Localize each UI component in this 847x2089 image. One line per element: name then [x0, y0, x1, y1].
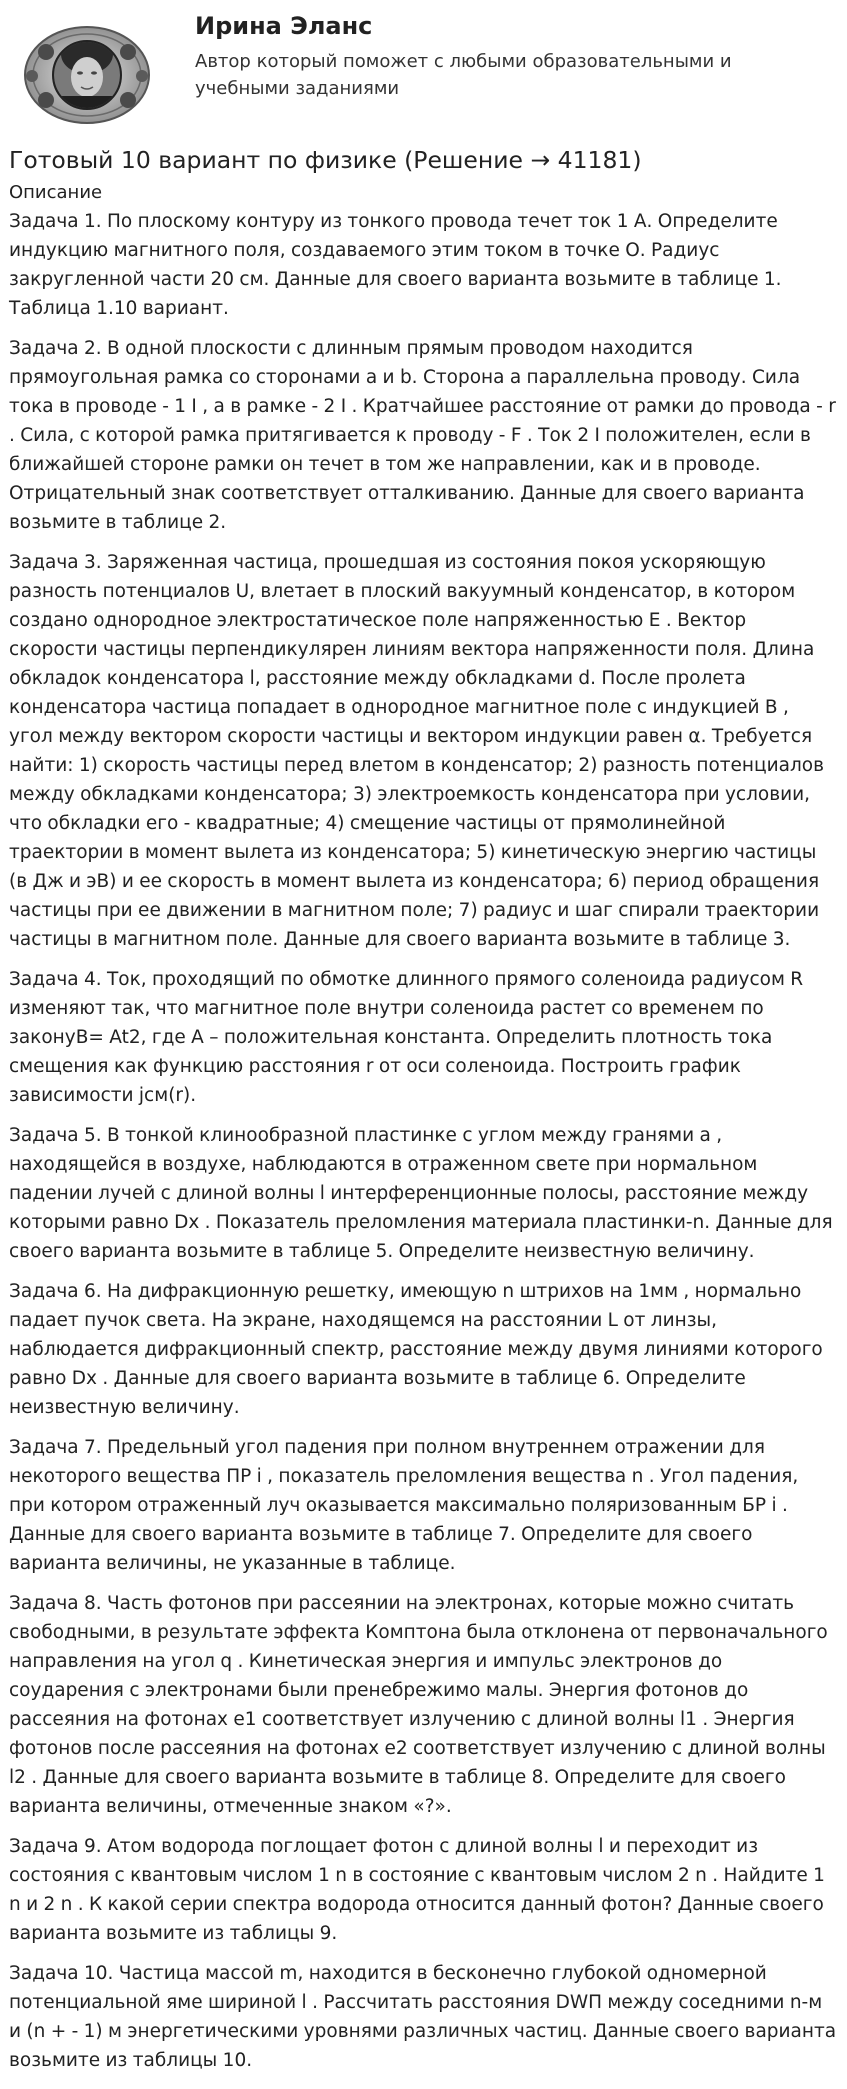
document-title: Готовый 10 вариант по физике (Решение → 41181): [9, 146, 642, 174]
author-name[interactable]: Ирина Эланс: [195, 12, 373, 40]
task-3: Задача 3. Заряженная частица, прошедшая из состояния покоя ускоряющую разность потенциалов U, влетает в плоский вакуумный конденсатор, в котором создано однородное электростатическое поле напряженностью E . Вектор скорости частицы перпендикулярен линиям вектора напряженности поля. Длина обкладок конденсатора l, расстояние между обкладками d. После пролета конденсатора частица попадает в однородное магнитное поле с индукцией B , угол между вектором скорости частицы и вектором индукции равен α. Требуется найти: 1) скорость частицы перед влетом в конденсатор; 2) разность потенциалов между обкладками конденсатора; 3) электроемкость конденсатора при условии, что обкладки его - квадратные; 4) смещение частицы от прямолинейной траектории в момент вылета из конденсатора; 5) кинетическую энергию частицы (в Дж и эВ) и ее скорость в момент вылета из конденсатора; 6) период обращения частицы при ее движении в магнитном поле; 7) радиус и шаг спирали траектории частицы в магнитном поле. Данные для своего варианта возьмите в таблице 3.: [9, 552, 825, 950]
author-description: Автор который поможет с любыми образовательными и учебными заданиями: [195, 51, 732, 99]
task-1: Задача 1. По плоскому контуру из тонкого провода течет ток 1 А. Определите индукцию магнитного поля, создаваемого этим током в точке О. Радиус закругленной части 20 см. Данные для своего варианта возьмите в таблице 1. Таблица 1.10 вариант.: [9, 211, 782, 319]
task-2: Задача 2. В одной плоскости с длинным прямым проводом находится прямоугольная рамка со сторонами a и b. Сторона a параллельна проводу. Сила тока в проводе - 1 I , а в рамке - 2 I . Кратчайшее расстояние от рамки до провода - r . Сила, с которой рамка притягивается к проводу - F . Ток 2 I положителен, если в ближайшей стороне рамки он течет в том же направлении, как и в проводе. Отрицательный знак соответствует отталкиванию. Данные для своего варианта возьмите в таблице 2.: [9, 338, 836, 533]
task-5: Задача 5. В тонкой клинообразной пластинке с углом между гранями a , находящейся в воздухе, наблюдаются в отраженном свете при нормальном падении лучей с длиной волны l интерференционные полосы, расстояние между которыми равно Dx . Показатель преломления материала пластинки-n. Данные для своего варианта возьмите в таблице 5. Определите неизвестную величину.: [9, 1125, 833, 1262]
task-10: Задача 10. Частица массой m, находится в бесконечно глубокой одномерной потенциальной яме шириной l . Рассчитать расстояния DWП между соседними n-м и (n + - 1) м энергетическими уровнями различных частиц. Данные своего варианта возьмите из таблицы 10.: [9, 1963, 837, 2071]
author-avatar[interactable]: [16, 22, 158, 128]
task-8: Задача 8. Часть фотонов при рассеянии на электронах, которые можно считать свободными, в результате эффекта Комптона была отклонена от первоначального направления на угол q . Кинетическая энергия и импульс электронов до соударения с электронами были пренебрежимо малы. Энергия фотонов до рассеяния на фотонах e1 соответствует излучению с длиной волны l1 . Энергия фотонов после рассеяния на фотонах e2 соответствует излучению с длиной волны l2 . Данные для своего варианта возьмите в таблице 8. Определите для своего варианта величины, отмеченные знаком «?».: [9, 1593, 828, 1817]
task-6: Задача 6. На дифракционную решетку, имеющую n штрихов на 1мм , нормально падает пучок света. На экране, находящемся на расстоянии L от линзы, наблюдается дифракционный спектр, расстояние между двумя линиями которого равно Dx . Данные для своего варианта возьмите в таблице 6. Определите неизвестную величину.: [9, 1281, 823, 1418]
task-9: Задача 9. Атом водорода поглощает фотон с длиной волны l и переходит из состояния с квантовым числом 1 n в состояние с квантовым числом 2 n . Найдите 1 n и 2 n . К какой серии спектра водорода относится данный фотон? Данные своего варианта возьмите из таблицы 9.: [9, 1836, 825, 1944]
task-4: Задача 4. Ток, проходящий по обмотке длинного прямого соленоида радиусом R изменяют так, что магнитное поле внутри соленоида растет со временем по законуB= At2, где A – положительная константа. Определить плотность тока смещения как функцию расстояния r от оси соленоида. Построить график зависимости jсм(r).: [9, 969, 804, 1106]
author-card: [9, 0, 838, 128]
author-photo-reel-avatar-icon: [16, 22, 158, 128]
description-label: Описание: [9, 182, 103, 203]
task-7: Задача 7. Предельный угол падения при полном внутреннем отражении для некоторого вещества ПР i , показатель преломления вещества n . Угол падения, при котором отраженный луч оказывается максимально поляризованным БР i . Данные для своего варианта возьмите в таблице 7. Определите для своего варианта величины, не указанные в таблице.: [9, 1437, 799, 1574]
task-list: [9, 207, 838, 2075]
